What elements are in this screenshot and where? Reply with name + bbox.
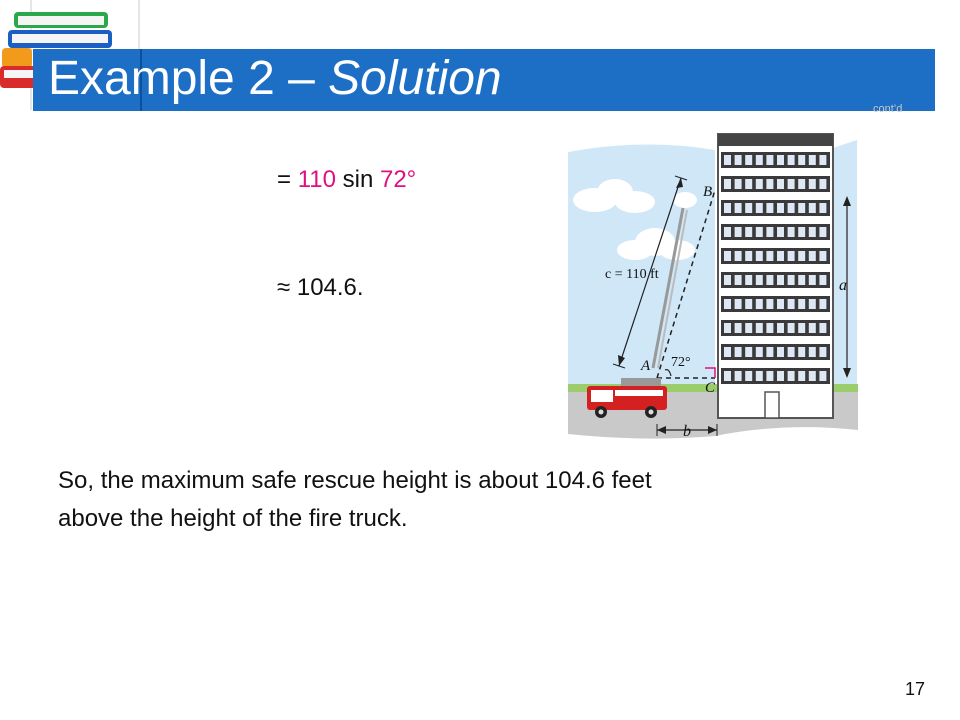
window-pane bbox=[788, 347, 795, 357]
window-pane bbox=[809, 227, 816, 237]
eq2-value: 104.6. bbox=[290, 274, 364, 301]
window-pane bbox=[724, 371, 731, 381]
conclusion-paragraph bbox=[58, 462, 878, 538]
window-pane bbox=[788, 251, 795, 261]
window-pane bbox=[745, 251, 752, 261]
window-pane bbox=[819, 203, 826, 213]
window-pane bbox=[724, 203, 731, 213]
window-pane bbox=[756, 299, 763, 309]
window-pane bbox=[735, 203, 742, 213]
window-pane bbox=[745, 179, 752, 189]
window-pane bbox=[819, 227, 826, 237]
window-pane bbox=[788, 155, 795, 165]
window-pane bbox=[809, 179, 816, 189]
window-pane bbox=[724, 227, 731, 237]
window-pane bbox=[777, 323, 784, 333]
window-pane bbox=[735, 251, 742, 261]
window-pane bbox=[819, 251, 826, 261]
window-pane bbox=[766, 371, 773, 381]
window-pane bbox=[756, 251, 763, 261]
window-pane bbox=[756, 347, 763, 357]
window-pane bbox=[777, 347, 784, 357]
window-pane bbox=[788, 275, 795, 285]
window-pane bbox=[766, 155, 773, 165]
window-pane bbox=[766, 347, 773, 357]
window-pane bbox=[809, 299, 816, 309]
window-pane bbox=[819, 347, 826, 357]
window-pane bbox=[819, 299, 826, 309]
approx-symbol: ≈ bbox=[277, 274, 291, 301]
window-pane bbox=[819, 179, 826, 189]
window-pane bbox=[735, 179, 742, 189]
window-pane bbox=[724, 299, 731, 309]
window-pane bbox=[766, 203, 773, 213]
eq1-number: 110 bbox=[297, 166, 336, 193]
window-pane bbox=[735, 323, 742, 333]
window-pane bbox=[745, 323, 752, 333]
window-pane bbox=[724, 323, 731, 333]
window-pane bbox=[735, 347, 742, 357]
window-pane bbox=[798, 251, 805, 261]
window-pane bbox=[798, 275, 805, 285]
window-pane bbox=[777, 371, 784, 381]
eq1-mid: sin bbox=[335, 166, 380, 193]
window-pane bbox=[809, 203, 816, 213]
window-pane bbox=[788, 299, 795, 309]
window-pane bbox=[756, 323, 763, 333]
window-pane bbox=[809, 347, 816, 357]
conclusion-line-1: So, the maximum safe rescue height is about 104.6 feet bbox=[58, 467, 652, 494]
equation-line-2 bbox=[277, 274, 364, 302]
window-pane bbox=[735, 275, 742, 285]
window-pane bbox=[745, 275, 752, 285]
window-pane bbox=[724, 347, 731, 357]
window-pane bbox=[766, 275, 773, 285]
window-pane bbox=[788, 203, 795, 213]
label-a-point: A bbox=[641, 358, 651, 374]
window-pane bbox=[724, 179, 731, 189]
window-pane bbox=[809, 275, 816, 285]
window-pane bbox=[788, 371, 795, 381]
window-pane bbox=[819, 323, 826, 333]
window-pane bbox=[724, 251, 731, 261]
window-pane bbox=[735, 227, 742, 237]
window-pane bbox=[798, 323, 805, 333]
eq1-prefix: = bbox=[277, 166, 298, 193]
slide-title-main: Example 2 – bbox=[48, 52, 329, 105]
window-pane bbox=[766, 227, 773, 237]
window-pane bbox=[798, 347, 805, 357]
window-pane bbox=[756, 227, 763, 237]
window-pane bbox=[788, 323, 795, 333]
label-angle: 72° bbox=[671, 355, 691, 370]
window-pane bbox=[735, 299, 742, 309]
contd-label: cont’d bbox=[873, 103, 903, 115]
window-pane bbox=[819, 371, 826, 381]
window-pane bbox=[777, 275, 784, 285]
window-pane bbox=[809, 155, 816, 165]
eq1-angle: 72° bbox=[379, 166, 417, 193]
window-pane bbox=[809, 251, 816, 261]
window-pane bbox=[798, 203, 805, 213]
window-pane bbox=[756, 179, 763, 189]
page-number: 17 bbox=[905, 679, 926, 699]
slide-title-italic: Solution bbox=[328, 52, 502, 105]
window-pane bbox=[745, 203, 752, 213]
window-pane bbox=[735, 155, 742, 165]
window-pane bbox=[777, 227, 784, 237]
window-pane bbox=[777, 179, 784, 189]
window-pane bbox=[798, 299, 805, 309]
window-pane bbox=[788, 179, 795, 189]
window-pane bbox=[809, 323, 816, 333]
window-pane bbox=[724, 275, 731, 285]
window-pane bbox=[745, 371, 752, 381]
window-pane bbox=[777, 203, 784, 213]
label-b-side: b bbox=[683, 423, 691, 440]
window-pane bbox=[777, 251, 784, 261]
window-pane bbox=[745, 155, 752, 165]
label-c-length: c = 110 ft bbox=[605, 267, 659, 282]
window-pane bbox=[777, 155, 784, 165]
conclusion-line-2: above the height of the fire truck. bbox=[58, 505, 408, 532]
window-pane bbox=[756, 371, 763, 381]
window-pane bbox=[788, 227, 795, 237]
window-pane bbox=[819, 275, 826, 285]
window-pane bbox=[745, 299, 752, 309]
window-pane bbox=[745, 227, 752, 237]
window-pane bbox=[798, 227, 805, 237]
window-pane bbox=[798, 155, 805, 165]
window-pane bbox=[798, 371, 805, 381]
equation-line-1 bbox=[277, 166, 416, 194]
window-pane bbox=[819, 155, 826, 165]
window-pane bbox=[766, 299, 773, 309]
label-c-point: C bbox=[705, 380, 716, 396]
window-pane bbox=[724, 155, 731, 165]
window-pane bbox=[809, 371, 816, 381]
window-pane bbox=[756, 203, 763, 213]
window-pane bbox=[766, 179, 773, 189]
fire-truck-building-diagram bbox=[565, 130, 860, 442]
label-b-point: B bbox=[703, 184, 713, 200]
window-pane bbox=[745, 347, 752, 357]
window-pane bbox=[735, 371, 742, 381]
window-pane bbox=[756, 275, 763, 285]
window-pane bbox=[766, 323, 773, 333]
window-pane bbox=[798, 179, 805, 189]
slide-title bbox=[48, 48, 502, 110]
window-pane bbox=[756, 155, 763, 165]
window-pane bbox=[766, 251, 773, 261]
label-a-side: a bbox=[839, 277, 847, 294]
window-pane bbox=[777, 299, 784, 309]
